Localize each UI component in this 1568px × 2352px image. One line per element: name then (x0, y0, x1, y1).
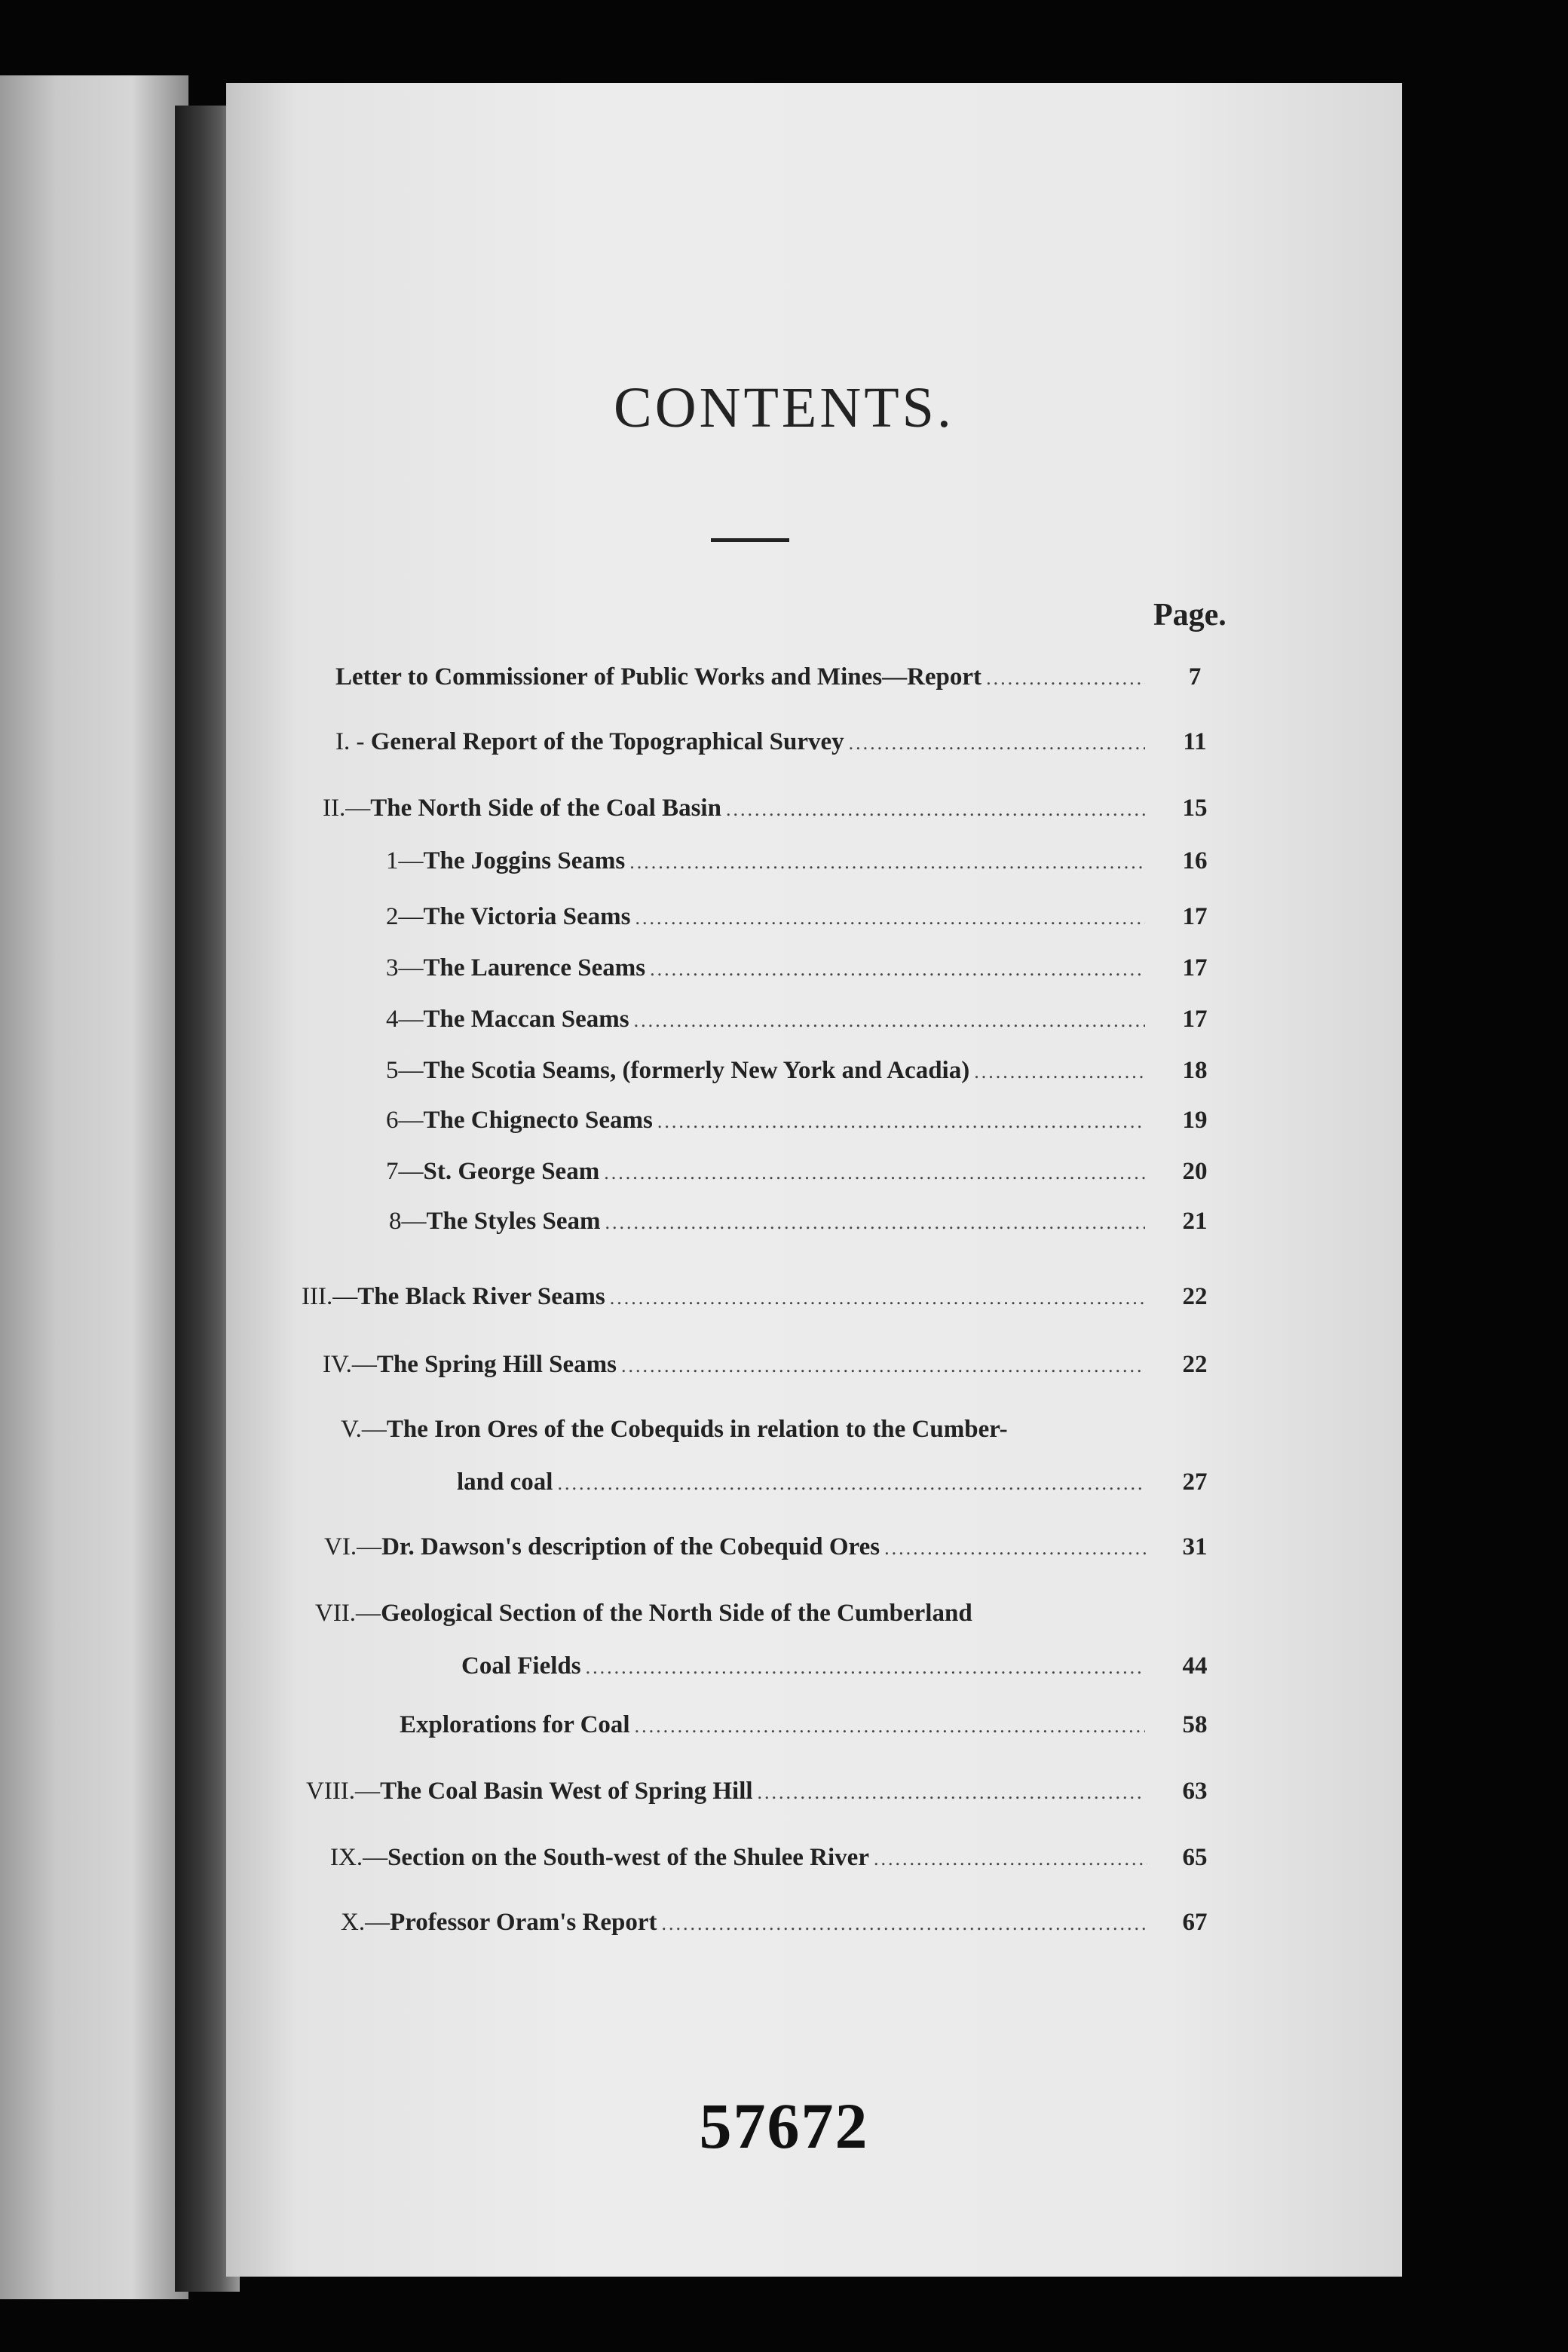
leader-dots (586, 1656, 1145, 1679)
leader-dots (635, 1715, 1145, 1738)
toc-entry-page: 58 (1182, 1711, 1208, 1738)
toc-entry-page: 65 (1182, 1844, 1208, 1871)
toc-entry-page: 22 (1182, 1283, 1208, 1310)
title-rule (711, 538, 789, 542)
leader-dots (610, 1287, 1145, 1309)
leader-dots (650, 958, 1145, 981)
toc-entry-title: The Styles Seam (426, 1208, 601, 1235)
toc-entry-page: 7 (1188, 663, 1202, 691)
leader-dots (605, 1211, 1146, 1234)
leader-dots (726, 798, 1145, 821)
toc-entry (341, 1416, 1170, 1444)
toc-entry-page: 67 (1182, 1909, 1208, 1936)
toc-entry-number: 3— (386, 954, 424, 982)
toc-entry-title: Section on the South-west of the Shulee River (387, 1844, 869, 1871)
toc-entry (389, 1208, 1150, 1236)
toc-entry-title: The Coal Basin West of Spring Hill (380, 1778, 753, 1805)
toc-entry-number: 7— (386, 1158, 424, 1185)
toc-entry-page: 11 (1183, 728, 1207, 755)
toc-entry-page: 17 (1182, 903, 1208, 930)
toc-entry (386, 847, 1150, 875)
toc-entry-title: The Laurence Seams (423, 954, 646, 982)
toc-entry (324, 1533, 1153, 1561)
toc-entry-page: 15 (1182, 795, 1208, 822)
toc-entry-page: 20 (1182, 1158, 1208, 1185)
toc-entry (386, 903, 1150, 931)
toc-entry-number: VII.— (315, 1600, 381, 1627)
toc-entry-number: 8— (389, 1208, 427, 1235)
toc-entry (323, 1351, 1150, 1379)
toc-entry-number: II.— (323, 795, 371, 822)
toc-entry (335, 663, 1150, 691)
toc-entry (341, 1909, 1152, 1937)
accession-number: 57672 (699, 2090, 869, 2162)
toc-entry-number: 2— (386, 903, 424, 930)
toc-entry (315, 1600, 1167, 1628)
toc-entry-title-continued: Coal Fields (461, 1652, 581, 1680)
toc-entry-page: 17 (1182, 954, 1208, 982)
toc-entry-title: Dr. Dawson's description of the Cobequid Ores (381, 1533, 880, 1560)
toc-entry (386, 954, 1150, 982)
toc-entry (306, 1778, 1150, 1805)
toc-entry-number: 6— (386, 1107, 424, 1134)
toc-entry-title: The Maccan Seams (423, 1006, 629, 1033)
page-column-header: Page. (1153, 598, 1227, 632)
toc-entry-title: Geological Section of the North Side of the Cumberland (381, 1600, 972, 1627)
toc-entry-number: III.— (302, 1283, 358, 1310)
leader-dots (874, 1848, 1147, 1870)
toc-entry-continuation (461, 1652, 1150, 1680)
toc-entry-page: 44 (1182, 1652, 1208, 1680)
toc-entry-title: The North Side of the Coal Basin (370, 795, 721, 822)
toc-entry (386, 1158, 1150, 1186)
toc-entry-title: The Iron Ores of the Cobequids in relation to the Cumber- (386, 1416, 1008, 1443)
toc-entry (323, 795, 1150, 822)
toc-entry-page: 63 (1182, 1778, 1208, 1805)
toc-entry-page: 22 (1182, 1351, 1208, 1378)
toc-entry-title: St. George Seam (423, 1158, 600, 1185)
toc-entry-title: The Black River Seams (357, 1283, 605, 1310)
leader-dots (758, 1781, 1145, 1804)
toc-entry-number: VIII.— (306, 1778, 381, 1805)
toc-entry (400, 1711, 1150, 1739)
toc-entry-number: V.— (341, 1416, 387, 1443)
toc-entry-page: 31 (1182, 1533, 1208, 1560)
toc-entry-number: 5— (386, 1057, 424, 1084)
toc-entry-number: VI.— (324, 1533, 382, 1560)
toc-entry (335, 728, 1150, 756)
toc-entry-title: The Chignecto Seams (423, 1107, 653, 1134)
leader-dots (557, 1472, 1145, 1495)
toc-entry-page: 19 (1182, 1107, 1208, 1134)
leader-dots (849, 732, 1145, 755)
toc-entry-number: IV.— (323, 1351, 377, 1378)
toc-entry (330, 1844, 1152, 1872)
leader-dots (621, 1355, 1145, 1377)
toc-entry-page: 17 (1182, 1006, 1208, 1033)
toc-entry-number: X.— (341, 1909, 390, 1936)
leader-dots (974, 1061, 1145, 1083)
toc-entry (386, 1057, 1150, 1085)
toc-entry-title: Explorations for Coal (400, 1711, 630, 1738)
toc-entry-page: 16 (1182, 847, 1208, 874)
toc-entry-number: 4— (386, 1006, 424, 1033)
toc-entry-page: 18 (1182, 1057, 1208, 1084)
toc-entry (302, 1283, 1150, 1311)
toc-entry-page: 21 (1182, 1208, 1208, 1235)
toc-entry-title: General Report of the Topographical Survey (370, 728, 844, 755)
page-title: CONTENTS. (614, 376, 954, 439)
toc-entry-title: The Victoria Seams (423, 903, 631, 930)
leader-dots (629, 851, 1145, 874)
leader-dots (661, 1913, 1147, 1935)
toc-entry-page: 27 (1182, 1468, 1208, 1496)
leader-dots (634, 1009, 1145, 1032)
toc-entry-title: Letter to Commissioner of Public Works and Mines—Report (335, 663, 982, 691)
toc-entry-title: The Scotia Seams, (formerly New York and Acadia) (423, 1057, 970, 1084)
toc-entry-number: I. - (335, 728, 365, 755)
leader-dots (884, 1537, 1149, 1560)
toc-entry-title: Professor Oram's Report (390, 1909, 657, 1936)
toc-entry-title: The Spring Hill Seams (376, 1351, 617, 1378)
toc-entry-title-continued: land coal (457, 1468, 553, 1496)
leader-dots (604, 1162, 1145, 1184)
toc-entry-number: IX.— (330, 1844, 388, 1871)
toc-entry-title: The Joggins Seams (423, 847, 626, 874)
leader-dots (635, 907, 1145, 929)
leader-dots (986, 667, 1145, 690)
toc-entry-number: 1— (386, 847, 424, 874)
toc-entry (386, 1107, 1150, 1135)
toc-entry-continuation (457, 1468, 1150, 1496)
leader-dots (657, 1110, 1145, 1133)
toc-entry (386, 1006, 1150, 1034)
